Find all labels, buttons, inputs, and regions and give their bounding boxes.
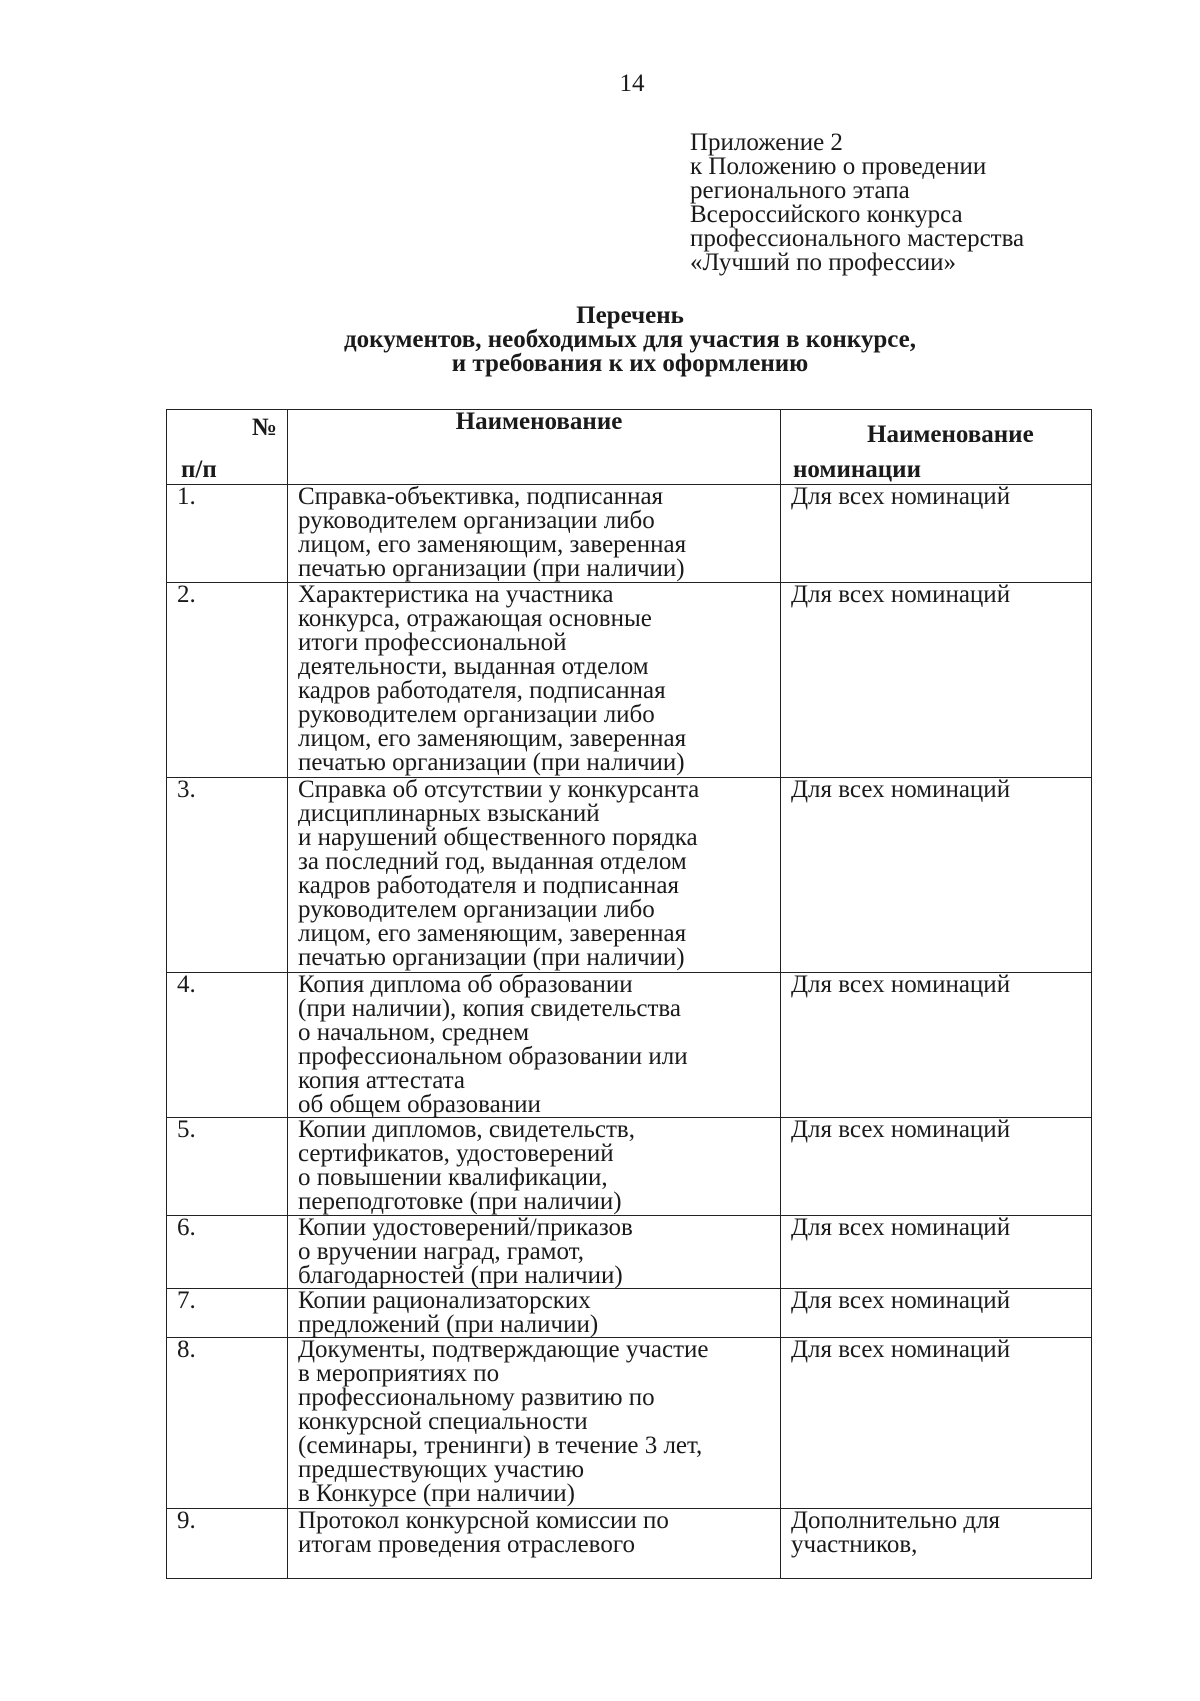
- row-document-line: итоги профессиональной: [298, 629, 567, 656]
- row-document-line: Копии рационализаторских: [298, 1287, 591, 1314]
- row-document-line: кадров работодателя и подписанная: [298, 872, 680, 899]
- row-nomination-line: Для всех номинаций: [791, 776, 1011, 803]
- row-document-line: Характеристика на участника: [298, 581, 614, 608]
- table-row: [167, 778, 1092, 973]
- row-number: 4.: [167, 973, 288, 1118]
- row-document-line: Копии дипломов, свидетельств,: [298, 1116, 635, 1143]
- row-document-line: сертификатов, удостоверений: [298, 1140, 614, 1167]
- appendix-line: «Лучший по профессии»: [690, 249, 957, 276]
- row-document-line: в Конкурсе (при наличии): [298, 1480, 575, 1507]
- row-document-line: печатью организации (при наличии): [298, 555, 685, 582]
- appendix-line: регионального этапа: [690, 177, 910, 204]
- row-document-line: копия аттестата: [298, 1067, 466, 1094]
- row-document-line: предшествующих участию: [298, 1456, 585, 1483]
- row-nomination-line: Для всех номинаций: [791, 971, 1011, 998]
- appendix-line: Приложение 2: [690, 129, 843, 156]
- row-document-line: предложений (при наличии): [298, 1311, 599, 1338]
- row-nomination: [781, 485, 1092, 583]
- row-document-line: об общем образовании: [298, 1091, 541, 1118]
- table-row: [167, 1338, 1092, 1509]
- row-document-line: руководителем организации либо: [298, 701, 655, 728]
- row-document-name: [288, 1216, 781, 1289]
- appendix-line: профессионального мастерства: [690, 225, 1025, 252]
- row-nomination-line: Дополнительно для: [791, 1507, 1001, 1534]
- row-nomination: [781, 1118, 1092, 1216]
- row-document-line: конкурса, отражающая основные: [298, 605, 652, 632]
- row-document-line: (при наличии), копия свидетельства: [298, 995, 682, 1022]
- row-nomination-line: Для всех номинаций: [791, 1336, 1011, 1363]
- header-number-pp: п/п: [181, 456, 217, 483]
- row-document-line: руководителем организации либо: [298, 896, 655, 923]
- heading-line: документов, необходимых для участия в конкурсе,: [344, 326, 916, 353]
- row-document-name: [288, 973, 781, 1118]
- table-row: [167, 583, 1092, 778]
- row-document-line: и нарушений общественного порядка: [298, 824, 698, 851]
- table-row: [167, 973, 1092, 1118]
- row-nomination-line: Для всех номинаций: [791, 1287, 1011, 1314]
- table-row: [167, 1118, 1092, 1216]
- row-document-line: деятельности, выданная отделом: [298, 653, 649, 680]
- row-nomination-line: Для всех номинаций: [791, 483, 1011, 510]
- header-nomination-line1: Наименование: [867, 421, 1034, 448]
- header-number: [167, 410, 288, 485]
- row-document-line: Протокол конкурсной комиссии по: [298, 1507, 669, 1534]
- row-document-line: итогам проведения отраслевого: [298, 1531, 635, 1558]
- row-nomination: [781, 973, 1092, 1118]
- row-document-line: лицом, его заменяющим, заверенная: [298, 725, 687, 752]
- documents-table: [166, 409, 1092, 1579]
- row-document-line: о повышении квалификации,: [298, 1164, 608, 1191]
- row-document-line: в мероприятиях по: [298, 1360, 500, 1387]
- row-document-line: о начальном, среднем: [298, 1019, 530, 1046]
- header-nomination-line2: номинации: [793, 456, 921, 483]
- table-header-row: [167, 410, 1092, 485]
- row-document-line: печатью организации (при наличии): [298, 944, 685, 971]
- row-document-line: конкурсной специальности: [298, 1408, 588, 1435]
- row-document-line: руководителем организации либо: [298, 507, 655, 534]
- row-document-line: о вручении наград, грамот,: [298, 1238, 584, 1265]
- table-row: [167, 1216, 1092, 1289]
- row-document-name: [288, 1289, 781, 1338]
- row-document-name: [288, 583, 781, 778]
- row-number: 8.: [167, 1338, 288, 1509]
- row-document-line: профессиональному развитию по: [298, 1384, 655, 1411]
- row-document-name: [288, 778, 781, 973]
- row-document-line: Справка об отсутствии у конкурсанта: [298, 776, 700, 803]
- row-nomination: [781, 1338, 1092, 1509]
- heading-line: и требования к их оформлению: [451, 350, 809, 377]
- row-document-line: дисциплинарных взысканий: [298, 800, 600, 827]
- row-document-line: Документы, подтверждающие участие: [298, 1336, 709, 1363]
- header-name: Наименование: [288, 410, 781, 485]
- table-row: [167, 485, 1092, 583]
- row-nomination-line: Для всех номинаций: [791, 1214, 1011, 1241]
- row-number: 1.: [167, 485, 288, 583]
- row-document-line: Копии удостоверений/приказов: [298, 1214, 633, 1241]
- table-row: [167, 1509, 1092, 1579]
- header-number-sign: №: [251, 414, 277, 441]
- row-number: 3.: [167, 778, 288, 973]
- row-number: 5.: [167, 1118, 288, 1216]
- page-number: 14: [619, 70, 645, 97]
- row-document-line: благодарностей (при наличии): [298, 1262, 623, 1289]
- row-nomination: [781, 583, 1092, 778]
- row-nomination: [781, 1216, 1092, 1289]
- row-document-line: за последний год, выданная отделом: [298, 848, 687, 875]
- appendix-block: [690, 131, 1024, 275]
- row-document-line: профессиональном образовании или: [298, 1043, 688, 1070]
- row-nomination: [781, 1509, 1092, 1579]
- row-nomination: [781, 778, 1092, 973]
- table-row: [167, 1289, 1092, 1338]
- heading-title: Перечень: [576, 302, 684, 329]
- row-nomination: [781, 1289, 1092, 1338]
- row-document-line: переподготовке (при наличии): [298, 1188, 622, 1215]
- appendix-line: к Положению о проведении: [690, 153, 987, 180]
- row-document-line: лицом, его заменяющим, заверенная: [298, 920, 687, 947]
- row-number: 9.: [167, 1509, 288, 1579]
- appendix-line: Всероссийского конкурса: [690, 201, 963, 228]
- row-nomination-line: Для всех номинаций: [791, 581, 1011, 608]
- header-nomination: [781, 410, 1092, 485]
- row-document-line: лицом, его заменяющим, заверенная: [298, 531, 687, 558]
- row-number: 6.: [167, 1216, 288, 1289]
- row-document-line: печатью организации (при наличии): [298, 749, 685, 776]
- row-document-line: (семинары, тренинги) в течение 3 лет,: [298, 1432, 703, 1459]
- row-document-name: [288, 1509, 781, 1579]
- row-nomination-line: Для всех номинаций: [791, 1116, 1011, 1143]
- row-nomination-line: участников,: [791, 1531, 918, 1558]
- row-number: 7.: [167, 1289, 288, 1338]
- document-heading: [0, 304, 1200, 376]
- row-document-name: [288, 485, 781, 583]
- row-document-line: Копия диплома об образовании: [298, 971, 633, 998]
- row-document-line: кадров работодателя, подписанная: [298, 677, 666, 704]
- row-number: 2.: [167, 583, 288, 778]
- row-document-name: [288, 1338, 781, 1509]
- row-document-name: [288, 1118, 781, 1216]
- row-document-line: Справка-объективка, подписанная: [298, 483, 664, 510]
